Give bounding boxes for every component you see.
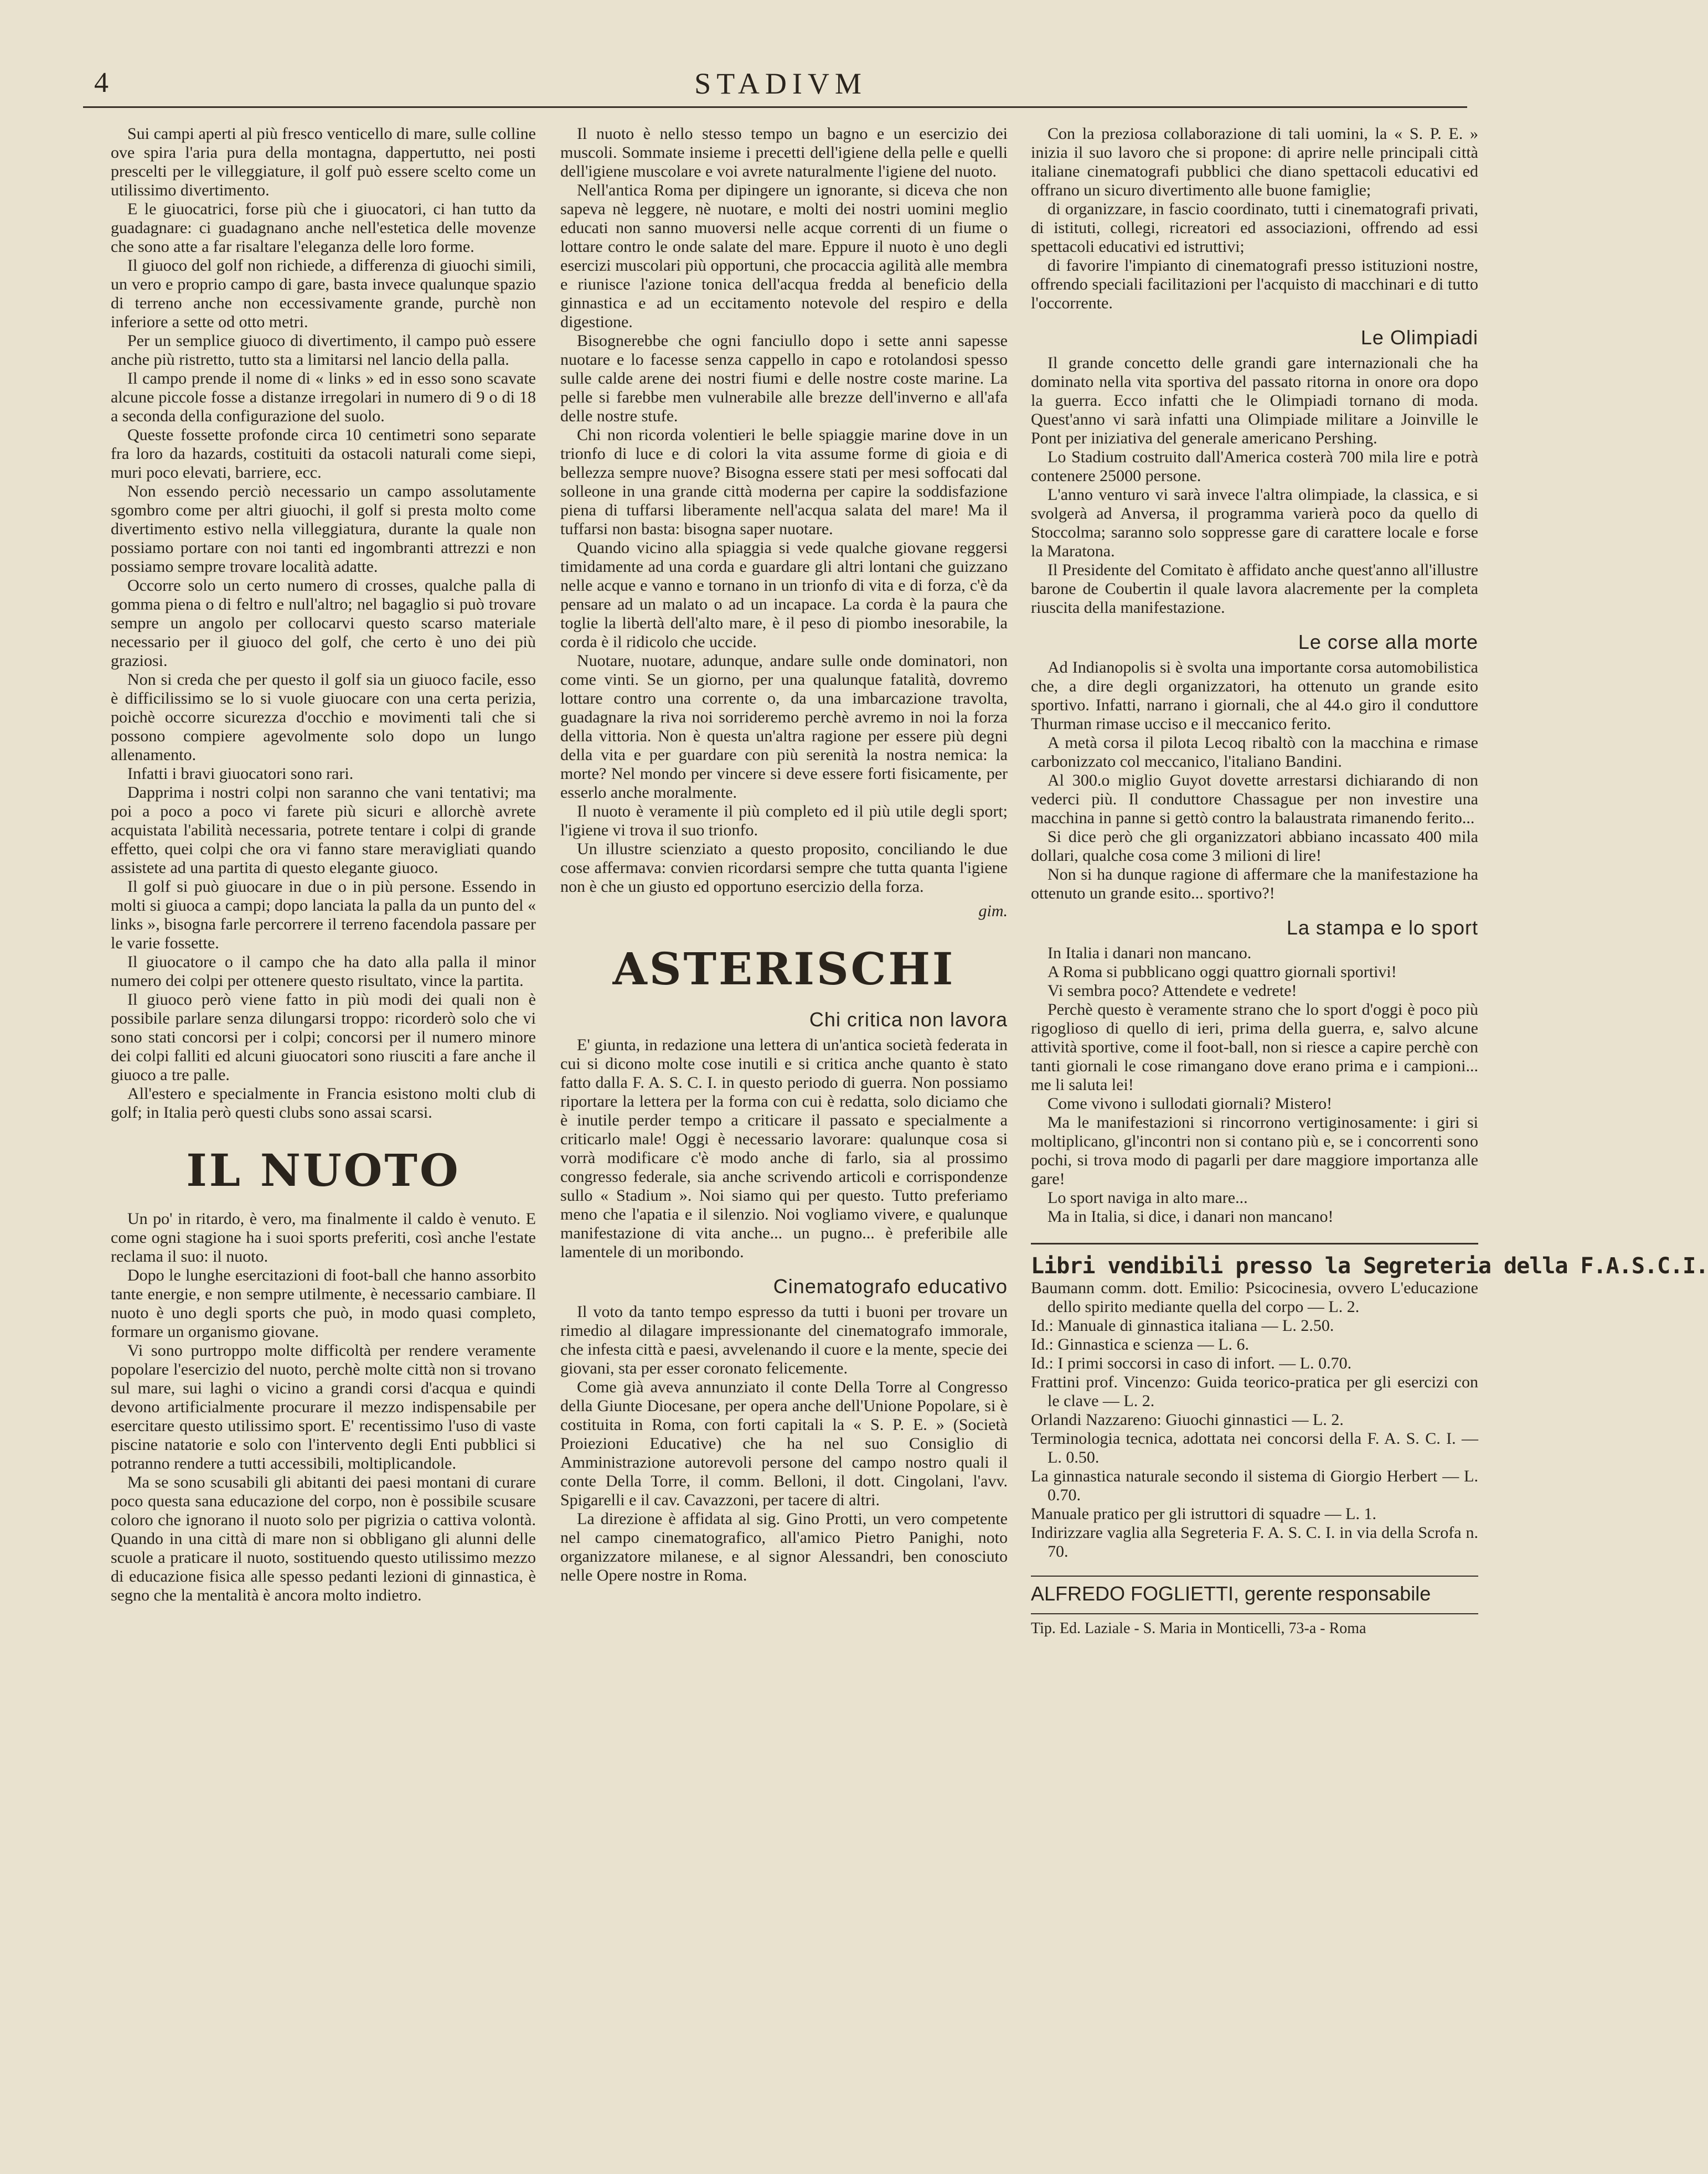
book-item: Frattini prof. Vincenzo: Guida teorico-pratica per gli esercizi con le clave — L. 2. <box>1031 1373 1478 1410</box>
stampa-paragraph: Ma in Italia, si dice, i danari non mancano! <box>1047 1207 1334 1226</box>
responsible-line: ALFREDO FOGLIETTI, gerente responsabile <box>1031 1576 1478 1605</box>
golf-paragraph: Queste fossette profonde circa 10 centimetri sono separate fra loro da hazards, costituiti da ostacoli naturali come siepi, muri poco elevati, barriere, ecc. <box>111 426 536 482</box>
corse-paragraph: Non si ha dunque ragione di affermare che la manifestazione ha ottenuto un grande esito... sportivo?! <box>1031 865 1478 902</box>
cinema-paragraph: di organizzare, in fascio coordinato, tutti i cinematografi privati, di istituti, collegi, ricreatori ed associazioni, offrendo ad essi spettacoli educativi ed istruttivi; <box>1031 200 1478 256</box>
nuoto-signature: gim. <box>978 902 1008 920</box>
book-item: Manuale pratico per gli istruttori di squadre — L. 1. <box>1031 1505 1377 1523</box>
book-item: Indirizzare vaglia alla Segreteria F. A. S. C. I. in via della Scrofa n. 70. <box>1031 1524 1478 1561</box>
printer-line: Tip. Ed. Laziale - S. Maria in Monticelli, 73-a - Roma <box>1031 1613 1478 1638</box>
stampa-paragraph: Ma le manifestazioni si rincorrono vertiginosamente: i giri si moltiplicano, gl'incontri non si contano più e, se i concorrenti sono pochi, si trova modo di pagarli per dare maggiore importanza alle gare! <box>1031 1113 1478 1188</box>
golf-paragraph: Il giuoco però viene fatto in più modi dei quali non è possibile parlare senza dilungarsi troppo: ricorderò solo che vi sono stati concorsi per i colpi; concorsi per il numero minore dei colpi falliti ed alcuni giuocatori sono riusciti a fare anche il giuoco a tre palle. <box>111 990 536 1084</box>
golf-paragraph: All'estero e specialmente in Francia esistono molti club di golf; in Italia però questi clubs sono assai scarsi. <box>111 1085 536 1122</box>
column-1 <box>111 125 536 2095</box>
page-number: 4 <box>94 67 109 99</box>
books-box <box>1031 1243 1708 1561</box>
corse-paragraph: A metà corsa il pilota Lecoq ribaltò con la macchina e rimase carbonizzato col meccanico, l'italiano Bandini. <box>1031 734 1478 771</box>
olimpiadi-paragraph: L'anno venturo vi sarà invece l'altra olimpiade, la classica, e si svolgerà ad Anversa, il programma varierà poco da quello di Stoccolma; saranno solo soppresse gare di carattere locale e forse la Maratona. <box>1031 486 1478 560</box>
corse-paragraph: Al 300.o miglio Guyot dovette arrestarsi dichiarando di non vederci più. Il conduttore Chassague per non investire una macchina in panne si gettò contro la balaustrata rimanendo ferito... <box>1031 771 1478 827</box>
nuoto-paragraph: Nell'antica Roma per dipingere un ignorante, si diceva che non sapeva nè leggere, nè nuotare, e molti dei nostri uomini meglio educati non sanno muoversi nelle acque correnti di un fiume o lottare contro le onde salate del mare. Eppure il nuoto è uno degli esercizi muscolari più opportuni, che procaccia agilità alle membra e riunisce l'azione tonica dell'acqua fredda al beneficio della ginnastica e ad un eccitamento notevole del respiro e della digestione. <box>560 181 1008 331</box>
golf-paragraph: Dapprima i nostri colpi non saranno che vani tentativi; ma poi a poco a poco vi farete più sicuri e allorchè avrete acquistata l'abilità necessaria, potrete tentare i colpi di grande effetto, quei colpi che ora vi fanno stare meravigliati quando assistete ad una partita di questo elegante giuoco. <box>111 783 536 877</box>
column-2 <box>560 125 1008 2129</box>
stampa-paragraph: Lo sport naviga in alto mare... <box>1047 1189 1248 1207</box>
nuoto-title: IL NUOTO <box>186 1144 461 1196</box>
golf-paragraph: Occorre solo un certo numero di crosses, qualche palla di gomma piena o di feltro e null'altro; nel bagaglio si può trovare sempre un angolo per collocarvi questo scarso materiale necessario per il giuoco del golf, che certo è uno dei più graziosi. <box>111 576 536 670</box>
nuoto-paragraph: Nuotare, nuotare, adunque, andare sulle onde dominatori, non come vinti. Se un giorno, per una qualunque fatalità, dovremo lottare contro una corrente o, da una imbarcazione travolta, guadagnare la riva noi sorrideremo perchè avremo in noi la forza della vittoria. Non è questa un'altra ragione per essere più degni della vita e per guardare con più serenità la nostra nemica: la morte? Nel mondo per vincere si deve essere forti fisicamente, per esserlo anche moralmente. <box>560 652 1008 802</box>
nuoto-article <box>111 1144 536 1605</box>
nuoto-paragraph: Un po' in ritardo, è vero, ma finalmente il caldo è venuto. E come ogni stagione ha i suoi sports preferiti, così anche l'estate reclama il suo: il nuoto. <box>111 1210 536 1266</box>
masthead: STADIVM <box>694 67 867 100</box>
page-header <box>83 66 1478 105</box>
books-title: Libri vendibili presso la Segreteria della F.A.S.C.I. <box>1031 1243 1478 1279</box>
golf-paragraph: Sui campi aperti al più fresco venticello di mare, sulle colline ove spira l'aria pura della montagna, dappertutto, nei posti prescelti per le villeggiature, il golf può essere scelto come un utilissimo divertimento. <box>111 125 536 199</box>
nuoto-paragraph: Vi sono purtroppo molte difficoltà per rendere veramente popolare l'esercizio del nuoto, perchè molte città non si trovano sul mare, sui laghi o vicino a grandi corsi d'acqua e quindi devono artificialmente procurare il mezzo indispensabile per esercitare questo utilissimo sport. E' recentissimo l'uso di vaste piscine natatorie e solo con l'intervento degli Enti pubblici si potranno rendere a tutti accessibili, moltiplicandole. <box>111 1341 536 1473</box>
header-rule <box>83 106 1467 108</box>
nuoto-paragraph: Dopo le lunghe esercitazioni di foot-ball che hanno assorbito tante energie, e non sempre utilmente, è necessario cambiare. Il nuoto è uno degli sports che può, in modo quasi completo, formare un organismo giovane. <box>111 1266 536 1341</box>
cinema-paragraph: La direzione è affidata al sig. Gino Protti, un vero competente nel campo cinematografico, all'amico Pietro Panighi, noto organizzatore milanese, e al signor Alessandri, ben conosciuto nelle Opere nostre in Roma. <box>560 1510 1008 1584</box>
olimpiadi-paragraph: Il Presidente del Comitato è affidato anche quest'anno all'illustre barone de Coubertin il quale lavora alacremente per la completa riuscita della manifestazione. <box>1031 561 1478 617</box>
book-item: Id.: Manuale di ginnastica italiana — L. 2.50. <box>1031 1316 1334 1335</box>
book-item: Terminologia tecnica, adottata nei concorsi della F. A. S. C. I. — L. 0.50. <box>1031 1429 1478 1466</box>
stampa-paragraph: Come vivono i sullodati giornali? Mistero! <box>1047 1094 1333 1113</box>
nuoto-paragraph: Il nuoto è veramente il più completo ed il più utile degli sport; l'igiene vi trova il suo trionfo. <box>560 802 1008 839</box>
critica-title: Chi critica non lavora <box>809 1008 1008 1031</box>
asterischi-title: ASTERISCHI <box>612 943 956 995</box>
corse-paragraph: Ad Indianopolis si è svolta una importante corsa automobilistica che, a dire degli organizzatori, ha ottenuto un grande esito sportivo. Infatti, narrano i giornali, che al 44.o giro il conduttore Thurman rimase ucciso e il meccanico ferito. <box>1031 658 1478 733</box>
golf-paragraph: E le giuocatrici, forse più che i giuocatori, ci han tutto da guadagnare: ci guadagnano anche nell'estetica delle movenze che sono atte a far risaltare l'eleganza delle loro forme. <box>111 200 536 256</box>
cinema-paragraph: Con la preziosa collaborazione di tali uomini, la « S. P. E. » inizia il suo lavoro che si propone: di aprire nelle principali città italiane cinematografi pubblici che diano spettacoli educativi ed offrano un sicuro divertimento alle buone famiglie; <box>1031 125 1478 199</box>
cinema-paragraph: di favorire l'impianto di cinematografi presso istituzioni nostre, offrendo speciali facilitazioni per l'acquisto di macchinari e di tutto l'occorrente. <box>1031 256 1478 312</box>
column-3 <box>1031 125 1708 2140</box>
stampa-paragraph: In Italia i danari non mancano. <box>1047 944 1252 962</box>
nuoto-paragraph: Bisognerebbe che ogni fanciullo dopo i sette anni sapesse nuotare e lo facesse senza cappello in capo e rotolandosi spesso sulle calde arene dei nostri fiumi e delle nostre coste marine. La pelle si farebbe men vulnerabile alle brezze dell'inverno e all'afa delle nostre stufe. <box>560 332 1008 425</box>
book-item: Id.: I primi soccorsi in caso di infort. — L. 0.70. <box>1031 1354 1352 1372</box>
nuoto-paragraph: Ma se sono scusabili gli abitanti dei paesi montani di curare poco questa sana educazione del corpo, non è possibile scusare coloro che ignorano il nuoto solo per pigrizia o cattiva volontà. Quando in una città di mare non si obbligano gli alunni delle scuole a praticare il nuoto, sostituendo questo utilissimo mezzo di educazione fisica alle spesso pedanti lezioni di ginnastica, è segno che la mentalità è ancora molto indietro. <box>111 1473 536 1604</box>
book-item: Id.: Ginnastica e scienza — L. 6. <box>1031 1335 1250 1354</box>
stampa-paragraph: A Roma si pubblicano oggi quattro giornali sportivi! <box>1047 963 1397 981</box>
nuoto-paragraph: Quando vicino alla spiaggia si vede qualche giovane reggersi timidamente ad una corda e guardare gli altri lontani che guizzano nelle acque e vanno e tornano in un trionfo di vita e di forza, c'è da pensare ad un malato o ad un incapace. La corda è la paura che toglie la libertà dell'alto mare, è il peso di piombo inesorabile, la corda è il ridicolo che uccide. <box>560 539 1008 651</box>
cinema-paragraph: Il voto da tanto tempo espresso da tutti i buoni per trovare un rimedio al dilagare impressionante del cinematografo immorale, che infesta città e paesi, avvelenando il cuore e la mente, specie dei giovani, sta per esser coronato felicemente. <box>560 1303 1008 1377</box>
critica-paragraph: E' giunta, in redazione una lettera di un'antica società federata in cui si dicono molte cose inutili e si critica anche quanto è stato fatto dalla F. A. S. C. I. in questo periodo di guerra. Non possiamo riportare la lettera per la forma con cui è redatta, solo diciamo che è inutile perder tempo a criticare il passato e specialmente a criticarlo male! Oggi è necessario lavorare: qualunque cosa si vorrà modificare c'è modo anche di farlo, sia al prossimo congresso federale, sia anche scrivendo articoli e corrispondenze sullo « Stadium ». Noi siamo qui per questo. Tutto preferiamo meno che l'apatia e il silenzio. Noi vogliamo vivere, e qualunque manifestazione di vita anche... un pugno... è preferibile alle lamentele di un moribondo. <box>560 1036 1008 1261</box>
stampa-paragraph: Vi sembra poco? Attendete e vedrete! <box>1047 982 1297 1000</box>
golf-paragraph: Il golf si può giuocare in due o in più persone. Essendo in molti si giuoca a campi; dopo lanciata la palla da un punto del « links », bisogna farle percorrere il terreno facendola passare per le varie fossette. <box>111 877 536 952</box>
book-item: Baumann comm. dott. Emilio: Psicocinesia, ovvero L'educazione dello spirito mediante quella del corpo — L. 2. <box>1031 1279 1478 1316</box>
golf-paragraph: Infatti i bravi giuocatori sono rari. <box>127 765 354 783</box>
olimpiadi-paragraph: Lo Stadium costruito dall'America costerà 700 mila lire e potrà contenere 25000 persone. <box>1031 448 1478 485</box>
golf-article <box>111 125 536 1122</box>
golf-paragraph: Il giuoco del golf non richiede, a differenza di giuochi simili, un vero e proprio campo di gare, basta invece qualunque spazio di terreno anche non eccessivamente grande, purchè non inferiore a sette od otto metri. <box>111 256 536 331</box>
golf-paragraph: Per un semplice giuoco di divertimento, il campo può essere anche più ristretto, tutto sta a limitarsi nel lancio della palla. <box>111 332 536 369</box>
stampa-paragraph: Perchè questo è veramente strano che lo sport d'oggi è poco più rigoglioso di quello di ieri, prima della guerra, e, salvo alcune attività sportive, come il foot-ball, non si riesce a capire perchè con tanti giornali le cose rimangano dove erano prima e i campioni... me li saluta lei! <box>1031 1000 1478 1094</box>
corse-title: Le corse alla morte <box>1298 631 1478 653</box>
nuoto-paragraph: Il nuoto è nello stesso tempo un bagno e un esercizio dei muscoli. Sommate insieme i precetti dell'igiene della pelle e quelli dell'igiene muscolare e voi avrete naturalmente l'igiene del nuoto. <box>560 125 1008 180</box>
golf-paragraph: Non si creda che per questo il golf sia un giuoco facile, esso è difficilissimo se lo si vuole giuocare con una certa perizia, poichè occorre sicurezza d'occhio e movimenti tali che si possono compiere agevolmente solo dopo un lungo allenamento. <box>111 670 536 764</box>
golf-paragraph: Il campo prende il nome di « links » ed in esso sono scavate alcune piccole fosse a distanze irregolari in numero di 9 o di 18 a seconda della configurazione del suolo. <box>111 369 536 425</box>
golf-paragraph: Il giuocatore o il campo che ha dato alla palla il minor numero dei colpi per ottenere questo risultato, vince la partita. <box>111 953 536 990</box>
book-item: Orlandi Nazzareno: Giuochi ginnastici — L. 2. <box>1031 1411 1344 1429</box>
corse-paragraph: Si dice però che gli organizzatori abbiano incassato 400 mila dollari, qualche cosa come 3 milioni di lire! <box>1031 828 1478 865</box>
book-item: La ginnastica naturale secondo il sistema di Giorgio Herbert — L. 0.70. <box>1031 1467 1478 1504</box>
nuoto-paragraph: Un illustre scienziato a questo proposito, conciliando le due cose affermava: convien ricordarsi sempre che tutta quanta l'igiene non è che un giusto ed opportuno esercizio della forza. <box>560 840 1008 896</box>
nuoto-paragraph: Chi non ricorda volentieri le belle spiaggie marine dove in un trionfo di luce e di colori la vita assume forme di gioia e di bellezza sempre nuove? Bisogna essere stati per mesi soffocati dal solleone in una grande città moderna per capire la soddisfazione piena di tuffarsi liberamente nell'acqua salata del mare! Ma il tuffarsi non basta: bisogna saper nuotare. <box>560 426 1008 538</box>
olimpiadi-title: Le Olimpiadi <box>1360 326 1478 349</box>
golf-paragraph: Non essendo perciò necessario un campo assolutamente sgombro come per altri giuochi, il golf si presta molto come divertimento estivo nella villeggiatura, durante la quale non possiamo portare con noi tanti ed ingombranti attrezzi e non possiamo sempre trovare località adatte. <box>111 482 536 576</box>
olimpiadi-paragraph: Il grande concetto delle grandi gare internazionali che ha dominato nella vita sportiva del passato ritorna in onore ora dopo la guerra. Ecco infatti che le Olimpiadi tornano di moda. Quest'anno vi sarà infatti una Olimpiade militare a Joinville le Pont per iniziativa del generale americano Pershing. <box>1031 354 1478 447</box>
cinema-title: Cinematografo educativo <box>773 1275 1008 1298</box>
cinema-paragraph: Come già aveva annunziato il conte Della Torre al Congresso della Giunte Diocesane, per opera anche dell'Unione Popolare, si è costituita in Roma, con forti capitali la « S. P. E. » (Società Proiezioni Educative) che ha nel suo Consiglio di Amministrazione autorevoli persone del campo nostro quali il conte Della Torre, il comm. Belloni, il dott. Cingolani, l'avv. Spigarelli e il cav. Cavazzoni, per tacere di altri. <box>560 1378 1008 1509</box>
stampa-title: La stampa e lo sport <box>1286 916 1478 939</box>
